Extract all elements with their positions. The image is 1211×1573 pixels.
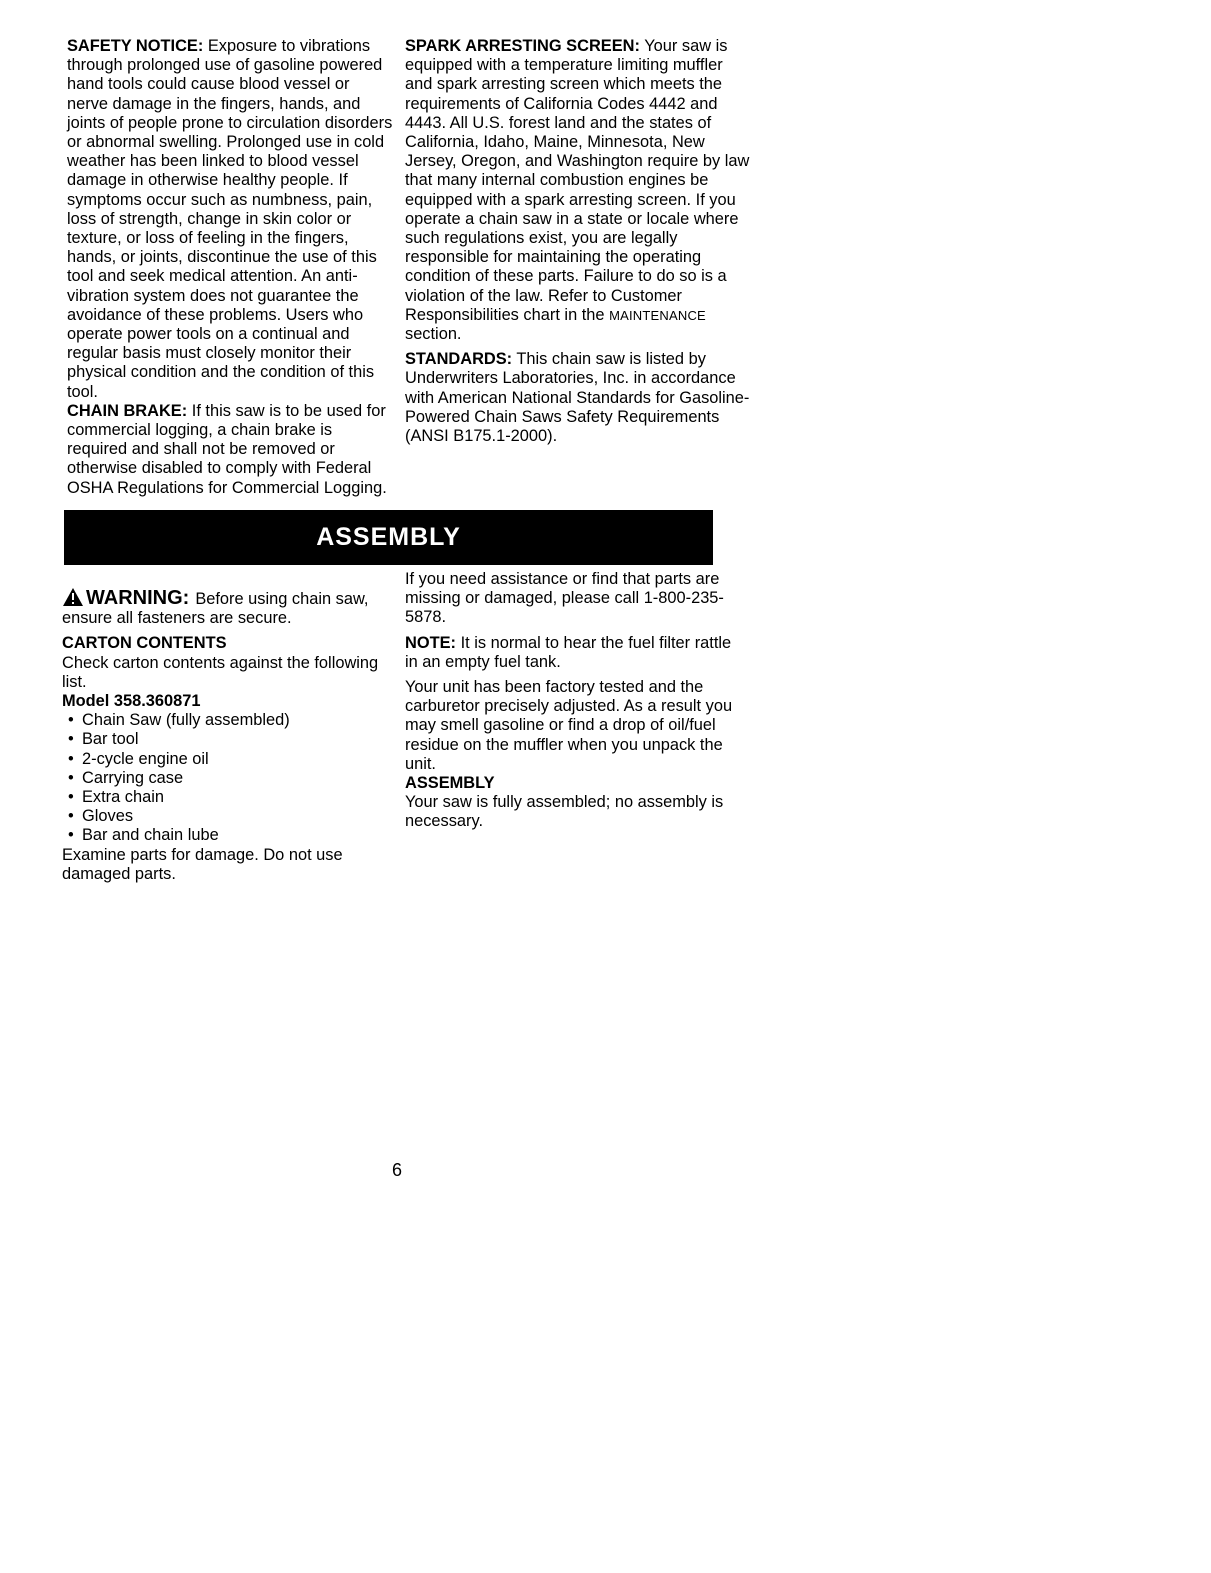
- spark-screen-heading: SPARK ARRESTING SCREEN:: [405, 37, 640, 55]
- note-body: It is normal to hear the fuel filter rattle in an empty fuel tank.: [405, 633, 732, 671]
- carton-intro: Check carton contents against the following list.: [62, 653, 379, 691]
- assembly-heading: ASSEMBLY: [405, 774, 495, 793]
- assembly-body: Your saw is fully assembled; no assembly is necessary.: [405, 793, 724, 831]
- list-item: • 2-cycle engine oil: [62, 750, 392, 769]
- assistance-text: If you need assistance or find that parts are missing or damaged, please call 1-800-235-5878.: [405, 570, 724, 627]
- list-item: • Gloves: [62, 807, 392, 826]
- examine-parts: Examine parts for damage. Do not use damaged parts.: [62, 845, 343, 883]
- list-item: • Chain Saw (fully assembled): [62, 711, 392, 730]
- warning-triangle-icon: [62, 587, 84, 612]
- section-banner: [64, 510, 713, 565]
- list-item: • Carrying case: [62, 769, 392, 788]
- note-block: [405, 634, 735, 672]
- warning-block: [62, 584, 392, 628]
- safety-notice-heading: SAFETY NOTICE:: [67, 37, 204, 55]
- spark-screen: [405, 37, 750, 344]
- page-number: 6: [392, 1160, 403, 1180]
- standards-heading: STANDARDS:: [405, 350, 513, 369]
- spark-screen-tail: section.: [405, 325, 462, 344]
- chain-brake: [67, 402, 395, 498]
- spark-screen-body: Your saw is equipped with a temperature limiting muffler and spark arresting screen which meets the requirements of California Codes 4442 and 4443. All U.S. forest land and the states of California, Idaho, Maine, Minnesota, New Jersey, Oregon, and Washington require by law that many internal combustion engines be equipped with a spark arresting screen. If you operate a chain saw in a state or locale where such regulations exist, you are legally responsible for maintaining the operating condition of these parts. Failure to do so is a violation of the law. Refer to Customer Responsibilities chart in the: [405, 37, 750, 324]
- list-item: • Bar and chain lube: [62, 826, 392, 845]
- model-number: Model 358.360871: [62, 692, 201, 711]
- note-label: NOTE:: [405, 633, 456, 652]
- standards-body: This chain saw is listed by Underwriters Laboratories, Inc. in accordance with American National Standards for Gasoline-Powered Chain Saws Safety Requirements (ANSI B175.1-2000).: [405, 350, 750, 446]
- list-item: • Bar tool: [62, 730, 392, 749]
- carton-items-list: [62, 711, 392, 845]
- factory-text: Your unit has been factory tested and the carburetor precisely adjusted. As a result you may smell gasoline or find a drop of oil/fuel residue on the muffler when you unpack the unit.: [405, 678, 733, 773]
- warning-title: WARNING:: [86, 587, 190, 609]
- standards: [405, 350, 750, 446]
- section-banner-title: ASSEMBLY: [316, 523, 461, 551]
- carton-contents-heading: CARTON CONTENTS: [62, 634, 227, 653]
- maintenance-word: MAINTENANCE: [609, 307, 706, 323]
- safety-notice: [67, 37, 395, 402]
- left-column-top: [67, 37, 395, 498]
- right-column-bottom: [405, 570, 735, 832]
- left-column-bottom: [62, 584, 392, 884]
- chain-brake-heading: CHAIN BRAKE:: [67, 401, 188, 420]
- safety-notice-body: Exposure to vibrations through prolonged use of gasoline powered hand tools could cause blood vessel or nerve damage in the fingers, hands, and joints of people prone to circulation disorders or abnormal swelling. Prolonged use in cold weather has been linked to blood vessel damage in otherwise healthy people. If symptoms occur such as numbness, pain, loss of strength, change in skin color or texture, or loss of feeling in the fingers, hands, or joints, discontinue the use of this tool and seek medical attention. An anti-vibration system does not guarantee the avoidance of these problems. Users who operate power tools on a continual and regular basis must closely monitor their physical condition and the condition of this tool.: [67, 37, 393, 401]
- right-column-top: [405, 37, 750, 446]
- warning-body: Before using chain saw, ensure all fasteners are secure.: [62, 590, 369, 628]
- chain-brake-body: If this saw is to be used for commercial logging, a chain brake is required and shall not be removed or otherwise disabled to comply with Federal OSHA Regulations for Commercial Logging.: [67, 401, 387, 497]
- list-item: • Extra chain: [62, 788, 392, 807]
